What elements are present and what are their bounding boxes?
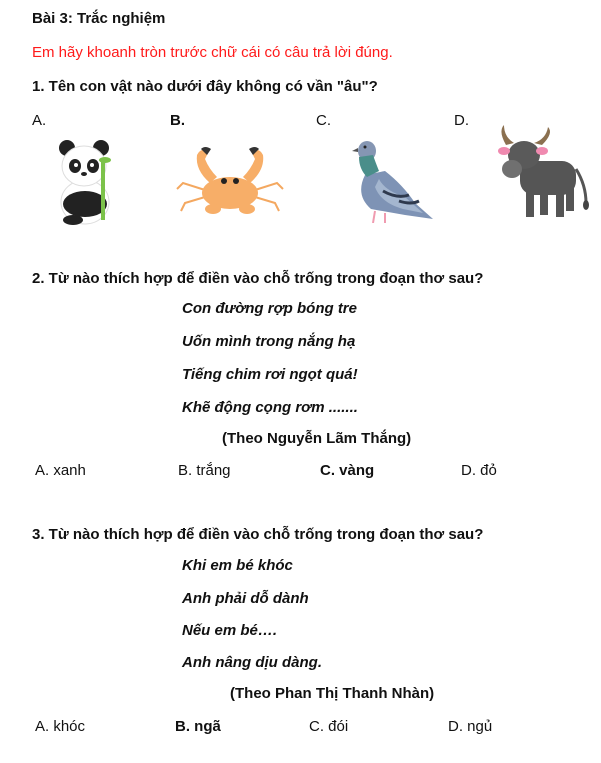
pigeon-image	[345, 135, 435, 223]
q2-poem-line-1: Con đường rợp bóng tre	[182, 300, 357, 317]
q2-poem-line-2: Uốn mình trong nắng hạ	[182, 333, 356, 350]
section-title: Bài 3: Trắc nghiệm	[32, 10, 166, 27]
q2-option-c[interactable]: C. vàng	[320, 462, 375, 479]
question-3: 3. Từ nào thích hợp để điền vào chỗ trống trong đoạn thơ sau?	[32, 526, 484, 543]
q2-poem-source: (Theo Nguyễn Lãm Thắng)	[222, 430, 412, 447]
instruction-text: Em hãy khoanh tròn trước chữ cái có câu trả lời đúng.	[32, 44, 393, 61]
q2-option-d[interactable]: D. đỏ	[461, 462, 497, 479]
q3-poem-line-1: Khi em bé khóc	[182, 557, 293, 574]
q3-poem-source: (Theo Phan Thị Thanh Nhàn)	[230, 685, 435, 702]
q1-option-d-label[interactable]: D.	[454, 112, 469, 129]
question-2: 2. Từ nào thích hợp để điền vào chỗ trống trong đoạn thơ sau?	[32, 270, 484, 287]
q1-option-c-label[interactable]: C.	[316, 112, 331, 129]
q3-option-d[interactable]: D. ngủ	[448, 718, 493, 735]
q2-option-a[interactable]: A. xanh	[35, 462, 86, 479]
crab-image	[175, 145, 285, 217]
q3-option-b[interactable]: B. ngã	[175, 718, 221, 735]
q3-option-c[interactable]: C. đói	[309, 718, 349, 735]
q3-poem-line-4: Anh nâng dịu dàng.	[182, 654, 322, 671]
q3-option-a[interactable]: A. khóc	[35, 718, 86, 735]
q3-poem-line-2: Anh phải dỗ dành	[182, 590, 309, 607]
question-1: 1. Tên con vật nào dưới đây không có vần "âu"?	[32, 78, 378, 95]
panda-image	[55, 138, 115, 226]
q2-poem-line-4: Khẽ động cọng rơm .......	[182, 399, 358, 416]
q2-poem-line-3: Tiếng chim rơi ngọt quá!	[182, 366, 358, 383]
q3-poem-line-3: Nếu em bé….	[182, 622, 278, 639]
q1-option-a-label[interactable]: A.	[32, 112, 47, 129]
q2-option-b[interactable]: B. trắng	[178, 462, 231, 479]
q1-option-b-label[interactable]: B.	[170, 112, 185, 129]
buffalo-image	[490, 125, 590, 225]
